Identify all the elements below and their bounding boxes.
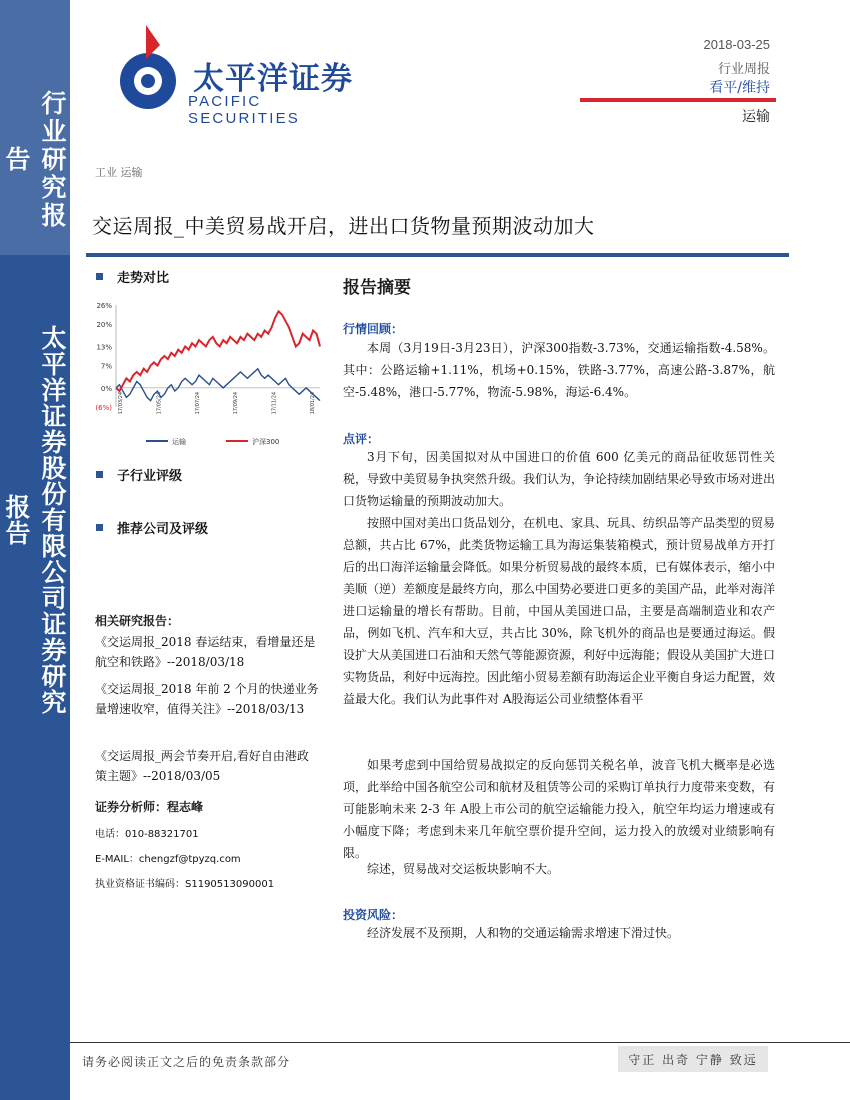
x-tick-label: 17/05/24	[156, 391, 163, 415]
footer-disclaimer: 请务必阅读正文之后的免责条款部分	[82, 1055, 291, 1069]
related-report-link[interactable]: 《交运周报_2018 春运结束，看增量还是航空和铁路》--2018/03/18	[95, 635, 316, 669]
series-line	[116, 311, 320, 391]
trend-chart-svg	[88, 295, 328, 455]
comment-paragraph: 综述，贸易战对交运板块影响不大。	[367, 862, 560, 876]
logo-name-cn: 太平洋证券	[193, 61, 353, 97]
footer-divider	[70, 1042, 850, 1043]
comment-paragraph: 如果考虑到中国给贸易战拟定的反向惩罚关税名单，波音飞机大概率是必选项，此举给中国各航空公司和航材及租赁等公司的采购订单执行力度带来变数，有可能影响未来 2-3 年 A股上市公司的航空运输能力投入，航空年均运力增速或有小幅度下降；考虑到未来几年航空票价提升空间，运力投入的放缓对业绩影响有限。	[343, 758, 776, 860]
y-tick-label: 0%	[100, 384, 112, 393]
bullet-square-icon	[96, 273, 103, 280]
analyst-phone: 电话：010-88321701	[95, 829, 199, 840]
risk-text: 经济发展不及预期，人和物的交通运输需求增速下滑过快。	[367, 926, 680, 940]
logo-mark-icon	[88, 15, 198, 140]
y-tick-label: (6%)	[95, 404, 112, 412]
report-date: 2018-03-25	[703, 37, 770, 52]
footer-motto: 守正 出奇 宁静 致远	[618, 1046, 768, 1072]
y-tick-label: 13%	[96, 343, 112, 352]
page-title: 交运周报_中美贸易战开启，进出口货物量预期波动加大	[92, 214, 595, 238]
series-line	[116, 369, 320, 401]
legend-label: 沪深300	[252, 438, 280, 446]
market-review-text: 本周（3月19日-3月23日），沪深300指数-3.73%，交通运输指数-4.58%。其中：公路运输+1.11%，机场+0.15%，铁路-3.77%，高速公路-3.87%，航空-5.48%，港口-5.77%，物流-5.98%，海运-6.4%。	[343, 341, 775, 399]
market-review-heading: 行情回顾：	[343, 322, 404, 336]
y-tick-label: 7%	[100, 362, 112, 371]
sidebar-company: 太平洋证券股份有限公司证券研究报告	[2, 325, 67, 715]
risk-heading: 投资风险：	[343, 908, 404, 922]
x-tick-label: 17/07/24	[194, 391, 201, 415]
analyst-cert: 执业资格证书编码：S1190513090001	[95, 879, 275, 890]
x-tick-label: 18/01/24	[310, 391, 316, 415]
bullet-square-icon	[96, 471, 103, 478]
company-logo	[88, 15, 368, 140]
comment-paragraph: 3月下旬，因美国拟对从中国进口的价值 600 亿美元的商品征收惩罚性关税，导致中美贸易争执突然升级。我们认为，争论持续加剧结果必导致市场对进出口货物运输量的预期波动加大。	[343, 450, 776, 508]
x-tick-label: 17/03/24	[118, 391, 124, 415]
x-tick-label: 17/11/24	[271, 391, 278, 415]
report-type: 行业周报	[717, 62, 770, 77]
tagline: 工业 运输	[95, 166, 143, 179]
analyst-name: 证券分析师：程志峰	[95, 800, 204, 814]
sidebar	[0, 0, 70, 1100]
recommend-heading: 推荐公司及评级	[96, 518, 208, 537]
sub-rating-heading: 子行业评级	[96, 465, 182, 484]
title-divider	[86, 253, 789, 257]
y-tick-label: 20%	[96, 321, 112, 330]
abstract-title: 报告摘要	[343, 278, 411, 298]
logo-name-en: PACIFIC SECURITIES	[188, 93, 301, 127]
trend-heading: 走势对比	[96, 267, 169, 286]
comment-heading: 点评：	[343, 432, 380, 446]
analyst-email[interactable]: E-MAIL：chengzf@tpyzq.com	[95, 854, 241, 865]
y-tick-label: 26%	[96, 302, 112, 310]
related-label: 相关研究报告：	[95, 614, 180, 628]
x-tick-label: 17/09/24	[233, 391, 240, 415]
comment-paragraph: 按照中国对美出口货品划分，在机电、家具、玩具、纺织品等产品类型的贸易总额，共占比 67%，此类货物运输工具为海运集装箱模式，预计贸易战单方开打后的出口海洋运输量会降低。如果分析贸易战的最终本质，已有媒体表示，缩小中美顺（逆）差额度是最终方向，那么中国势必要进口更多的美国产品，此举对海洋进口运输量的增长有帮助。目前，中国从美国进口品，主要是高端制造业和农产品，例如飞机、汽车和大豆，共占比 30%，除飞机外的商品也是要通过海运。假设扩大从美国进口石油和天然气等能源资源，利好中远海能；假设从美国扩大进口实物货品，利好中远海控。因此缩小贸易差额有助海运企业平衡自身运力配置，效益最大化。我们认为此事件对 A股海运公司业绩整体看平	[343, 516, 776, 706]
related-report-link[interactable]: 《交运周报_两会节奏开启,看好自由港政策主题》--2018/03/05	[95, 749, 309, 783]
header-divider	[580, 98, 776, 102]
bullet-square-icon	[96, 524, 103, 531]
report-rating: 看平/维持	[709, 80, 770, 96]
sidebar-doc-type: 行业研究报告	[2, 90, 67, 230]
trend-chart	[88, 295, 328, 455]
related-report-link[interactable]: 《交运周报_2018 年前 2 个月的快递业务量增速收窄，值得关注》--2018/03/13	[95, 682, 319, 716]
report-sector: 运输	[742, 109, 770, 125]
legend-label: 运输	[172, 438, 186, 446]
